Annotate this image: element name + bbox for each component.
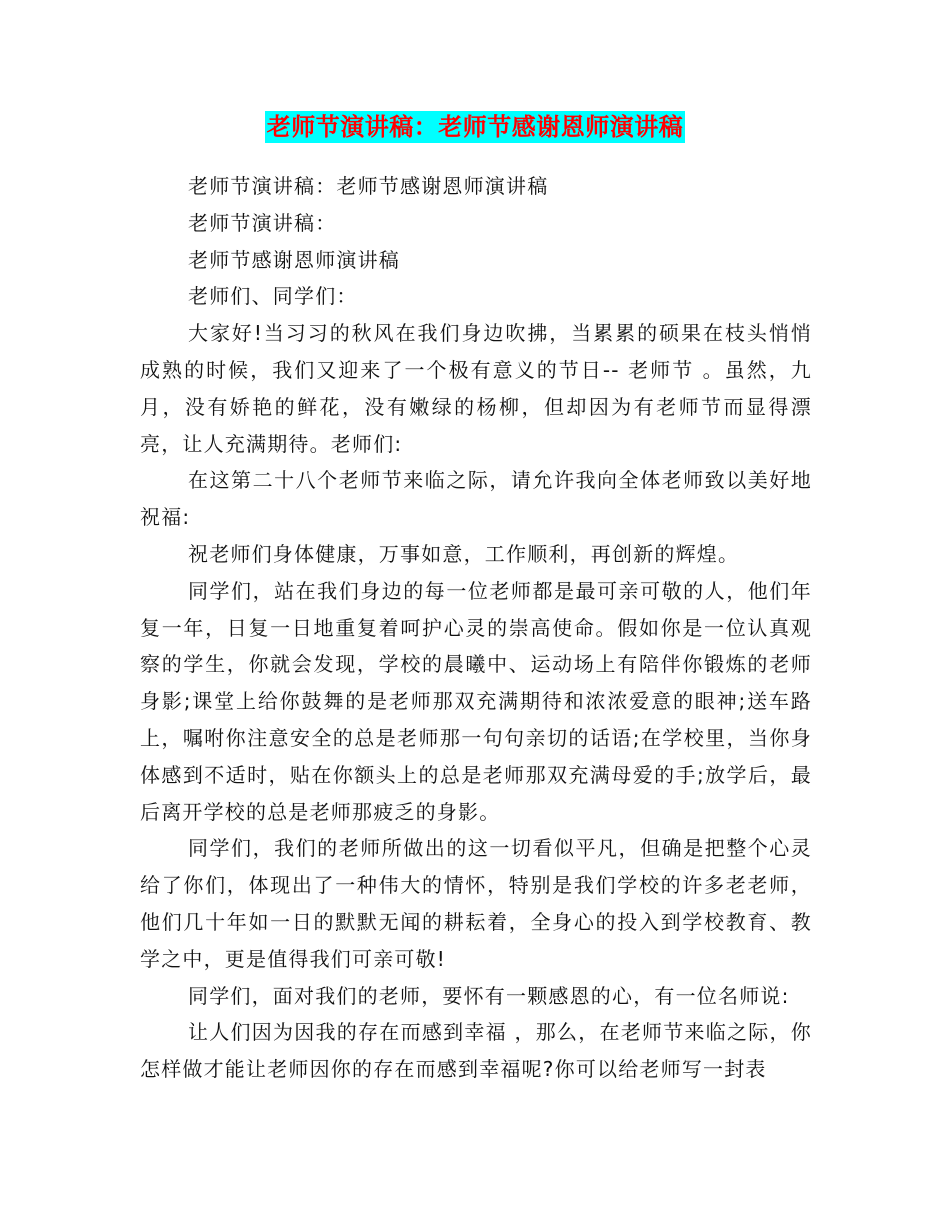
title-container [0, 111, 950, 143]
paragraph: 老师节演讲稿： [188, 210, 337, 235]
paragraph: 让人们因为因我的存在而感到幸福 ，那么，在老师节来临之际，你怎样做才能让老师因你的存在而感到幸福呢?你可以给老师写一封表 [140, 1020, 812, 1082]
document-title: 老师节演讲稿：老师节感谢恩师演讲稿 [266, 112, 684, 141]
paragraph: 在这第二十八个老师节来临之际，请允许我向全体老师致以美好地祝福: [140, 468, 812, 530]
paragraph: 同学们，站在我们身边的每一位老师都是最可亲可敬的人，他们年复一年，日复一日地重复着呵护心灵的崇高使命。假如你是一位认真观察的学生，你就会发现，学校的晨曦中、运动场上有陪伴你锻炼的老师身影;课堂上给你鼓舞的是老师那双充满期待和浓浓爱意的眼神;送车路上，嘱咐你注意安全的总是老师那一句句亲切的话语;在学校里，当你身体感到不适时，贴在你额头上的总是老师那双充满母爱的手;放学后，最后离开学校的总是老师那疲乏的身影。 [140, 578, 812, 824]
paragraph: 老师节感谢恩师演讲稿 [188, 247, 400, 272]
paragraph: 同学们，我们的老师所做出的这一切看似平凡，但确是把整个心灵给了你们，体现出了一种伟大的情怀，特别是我们学校的许多老老师，他们几十年如一日的默默无闻的耕耘着，全身心的投入到学校教育、教学之中，更是值得我们可亲可敬! [140, 836, 812, 971]
paragraph: 祝老师们身体健康，万事如意，工作顺利，再创新的辉煌。 [188, 541, 740, 566]
document-body [140, 168, 812, 1088]
paragraph: 大家好!当习习的秋风在我们身边吹拂，当累累的硕果在枝头悄悄成熟的时候，我们又迎来了一个极有意义的节日-- 老师节 。虽然，九月，没有娇艳的鲜花，没有嫩绿的杨柳，但却因为有老师节而显得漂亮，让人充满期待。老师们: [140, 321, 812, 456]
paragraph: 老师们、同学们： [188, 284, 358, 309]
paragraph: 老师节演讲稿：老师节感谢恩师演讲稿 [188, 174, 549, 198]
paragraph: 同学们，面对我们的老师，要怀有一颗感恩的心，有一位名师说: [188, 983, 790, 1008]
